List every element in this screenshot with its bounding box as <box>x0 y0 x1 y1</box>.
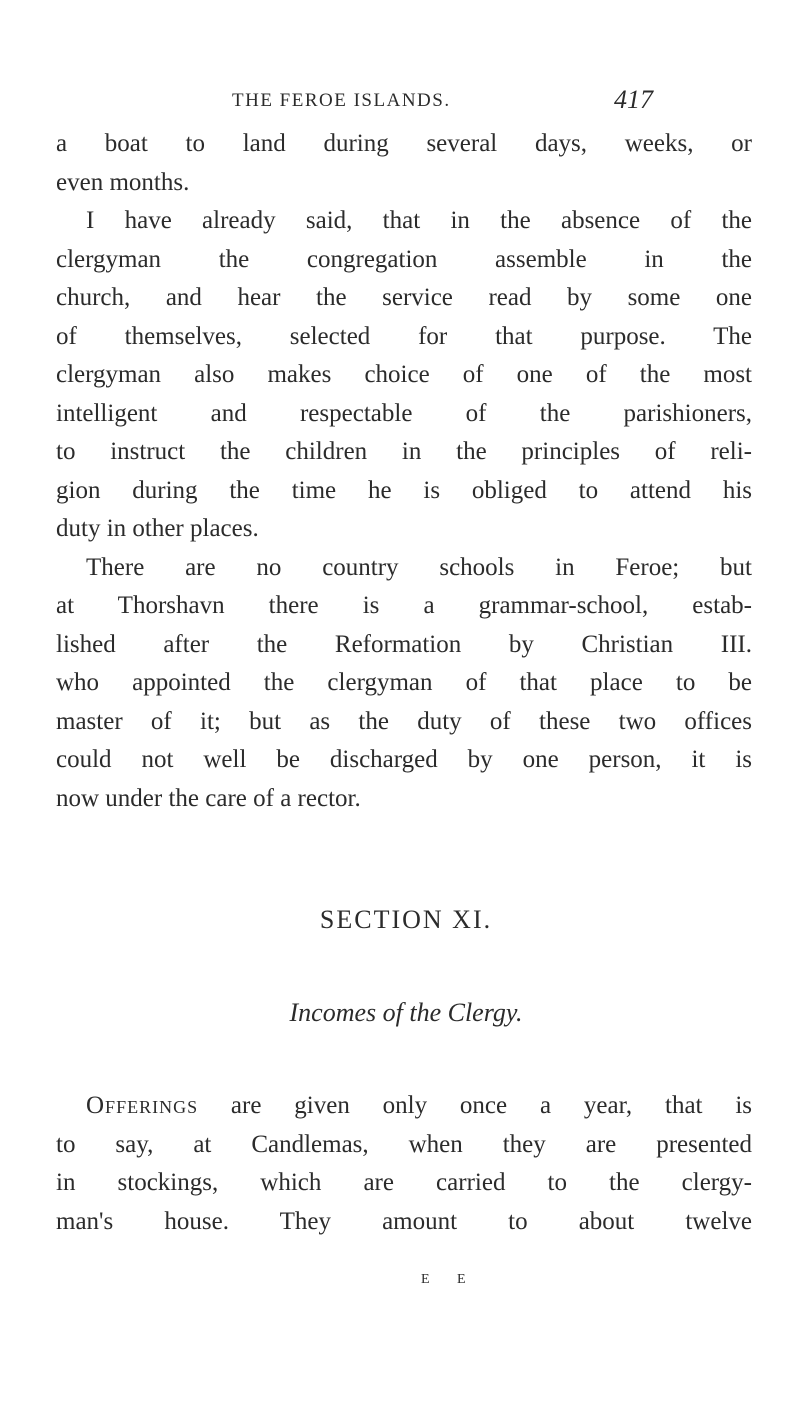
text-line: gion during the time he is obliged to attend his <box>56 476 752 504</box>
text-line: in stockings, which are carried to the clergy- <box>56 1169 752 1196</box>
page-number: 417 <box>614 85 653 114</box>
text-line: clergyman also makes choice of one of the most <box>56 361 752 388</box>
text-line: intelligent and respectable of the parishioners, <box>56 399 752 427</box>
lead-word: Offerings <box>86 1092 199 1119</box>
text-line: man's house. They amount to about twelve <box>56 1207 752 1235</box>
text-line: at Thorshavn there is a grammar-school, estab- <box>56 592 752 619</box>
lead-line-rest: are given only once a year, that is <box>198 1092 752 1119</box>
body-text-bottom <box>56 1087 752 1241</box>
text-line: church, and hear the service read by some one <box>56 284 752 311</box>
paragraph-start-line: There are no country schools in Feroe; but <box>86 553 752 581</box>
text-line: clergyman the congregation assemble in the <box>56 245 752 273</box>
text-line: lished after the Reformation by Christian III. <box>56 630 752 658</box>
text-line: master of it; but as the duty of these two offices <box>56 707 752 735</box>
text-line: now under the care of a rector. <box>56 784 361 812</box>
body-text-top <box>56 125 752 818</box>
running-head <box>0 85 800 120</box>
text-line: to instruct the children in the principles of reli- <box>56 438 752 465</box>
text-line: even months. <box>56 168 190 196</box>
text-line: to say, at Candlemas, when they are presented <box>56 1130 752 1158</box>
section-subtitle: Incomes of the Clergy. <box>289 998 523 1027</box>
text-line: a boat to land during several days, weeks, or <box>56 130 752 157</box>
text-line: could not well be discharged by one person, it is <box>56 746 752 773</box>
text-line: duty in other places. <box>56 515 259 542</box>
text-line: of themselves, selected for that purpose. The <box>56 322 752 350</box>
paragraph-start-line <box>56 1087 752 1126</box>
signature-mark: E E <box>421 1272 478 1287</box>
running-title: THE FEROE ISLANDS. <box>232 90 451 111</box>
paragraph-start-line: I have already said, that in the absence of the <box>86 207 752 234</box>
text-line: who appointed the clergyman of that place to be <box>56 669 752 696</box>
section-heading: SECTION XI. <box>319 905 493 934</box>
